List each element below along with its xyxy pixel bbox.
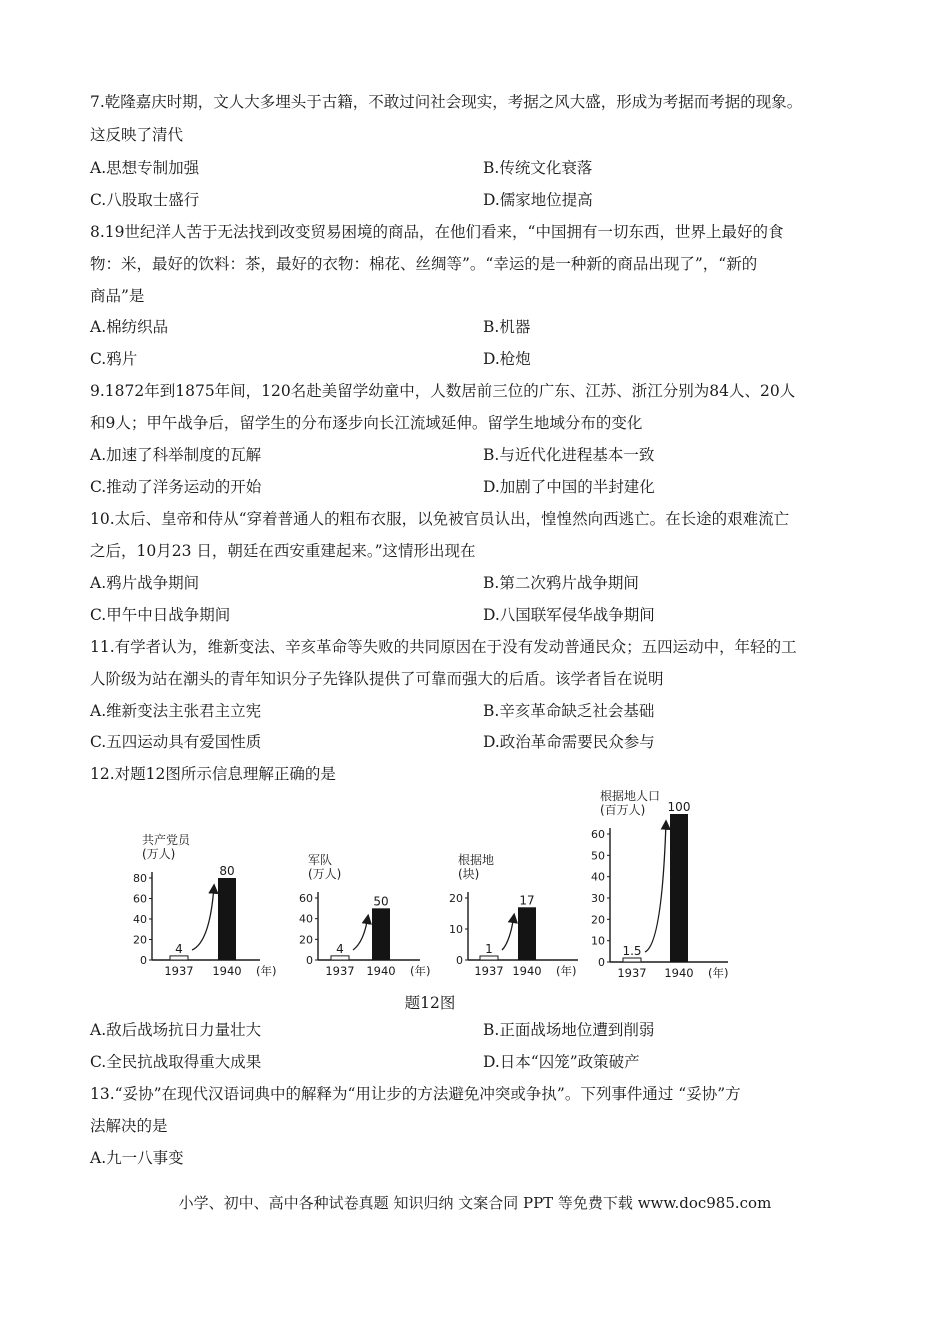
chart3-xtick-1937: 1937 <box>474 964 504 978</box>
q11-option-a: A.维新变法主张君主立宪 <box>90 702 262 720</box>
chart1-ytick-label: 0 <box>140 954 147 967</box>
chart1-title-line1: 共产党员 <box>142 833 191 847</box>
q10-option-d: D.八国联军侵华战争期间 <box>483 606 655 624</box>
q9-option-a: A.加速了科举制度的瓦解 <box>90 446 262 464</box>
chart3-title-line1: 根据地 <box>458 853 495 867</box>
chart3-x-unit: (年) <box>556 964 577 978</box>
chart3-bar-1940 <box>518 907 536 960</box>
chart3-title-line2: (块) <box>458 867 480 881</box>
chart2-title-line1: 军队 <box>308 853 333 867</box>
chart4-ytick-label: 30 <box>591 892 605 905</box>
q11-option-b: B.辛亥革命缺乏社会基础 <box>483 702 655 720</box>
chart1-value-label-1940: 80 <box>219 864 235 878</box>
chart4-bar-1937 <box>623 958 641 962</box>
chart2-ytick-label: 40 <box>299 912 313 926</box>
q9-stem-line2: 和9人；甲午战争后，留学生的分布逐步向长江流域延伸。留学生地域分布的变化 <box>90 414 643 432</box>
q8-option-b: B.机器 <box>483 318 531 336</box>
chart2-bar-1940 <box>372 908 390 960</box>
chart1-bar-1940 <box>218 878 236 960</box>
chart2-ytick-label: 20 <box>299 933 313 947</box>
q8-stem-line1: 8.19世纪洋人苦于无法找到改变贸易困境的商品，在他们看来，“中国拥有一切东西，世界上最好的食 <box>90 223 784 241</box>
chart1-xtick-1940: 1940 <box>212 964 242 978</box>
chart3-ytick-label: 0 <box>456 954 463 967</box>
q12-figure-caption: 题12图 <box>404 994 456 1012</box>
chart2-x-unit: (年) <box>410 964 431 978</box>
q11-stem-line1: 11.有学者认为，维新变法、辛亥革命等失败的共同原因在于没有发动普通民众；五四运动中，年轻的工 <box>90 638 797 656</box>
q11-option-c: C.五四运动具有爱国性质 <box>90 733 262 751</box>
chart3-growth-arrow <box>502 915 514 950</box>
chart3-bar-1937 <box>480 956 498 960</box>
chart2-ytick-label: 0 <box>306 954 313 967</box>
chart3-ytick-label: 10 <box>449 923 463 936</box>
chart2-growth-arrow <box>353 916 368 950</box>
chart1-ytick-label: 20 <box>133 933 147 947</box>
chart4-ytick-label: 10 <box>591 934 605 948</box>
chart3-xtick-1940: 1940 <box>512 964 542 978</box>
q9-option-d: D.加剧了中国的半封建化 <box>483 478 655 496</box>
chart3-ytick-label: 20 <box>449 892 463 905</box>
q13-option-a: A.九一八事变 <box>90 1149 184 1167</box>
q8-stem-line2: 物：米，最好的饮料：茶，最好的衣物：棉花、丝绸等”。“幸运的是一种新的商品出现了”，“新的 <box>90 255 758 273</box>
q8-option-d: D.枪炮 <box>483 350 531 368</box>
q13-stem-line1: 13.“妥协”在现代汉语词典中的解释为“用让步的方法避免冲突或争执”。下列事件通过 “妥协”方 <box>90 1085 741 1103</box>
q9-stem-line1: 9.1872年到1875年间，120名赴美留学幼童中，人数居前三位的广东、江苏、浙江分别为84人、20人 <box>90 382 796 400</box>
chart3-value-label-1940: 17 <box>519 893 535 908</box>
q9-option-b: B.与近代化进程基本一致 <box>483 446 655 464</box>
chart1-title-line2: (万人) <box>142 847 176 861</box>
chart4-title-line1: 根据地人口 <box>600 790 661 803</box>
chart1-ytick-label: 80 <box>133 872 147 885</box>
chart1-value-label-1937: 4 <box>175 941 183 956</box>
chart1-growth-arrow <box>192 886 214 950</box>
chart4-xtick-1937: 1937 <box>617 966 647 980</box>
chart1-bar-1937 <box>170 956 188 960</box>
q8-option-a: A.棉纺织品 <box>90 318 169 336</box>
chart1-x-unit: (年) <box>256 964 277 978</box>
q12-option-c: C.全民抗战取得重大成果 <box>90 1053 262 1071</box>
q9-option-c: C.推动了洋务运动的开始 <box>90 478 262 496</box>
q12-stem: 12.对题12图所示信息理解正确的是 <box>90 765 336 783</box>
q7-option-d: D.儒家地位提高 <box>483 191 593 209</box>
chart2-xtick-1937: 1937 <box>325 964 355 978</box>
q7-stem-line1: 7.乾隆嘉庆时期，文人大多埋头于古籍，不敢过问社会现实，考据之风大盛，形成为考据而考据的现象。 <box>90 93 803 111</box>
chart4-value-label-1940: 100 <box>667 800 691 814</box>
chart4-xtick-1940: 1940 <box>664 966 694 980</box>
q10-option-c: C.甲午中日战争期间 <box>90 606 231 624</box>
chart3-value-label-1937: 1 <box>485 942 493 956</box>
chart1-ytick-label: 60 <box>133 892 147 906</box>
q7-option-c: C.八股取士盛行 <box>90 191 200 209</box>
q10-option-b: B.第二次鸦片战争期间 <box>483 574 639 592</box>
chart2-xtick-1940: 1940 <box>366 964 396 978</box>
chart4-bar-1940 <box>670 814 688 962</box>
chart2-value-label-1940: 50 <box>373 894 389 909</box>
chart4-title-line2: (百万人) <box>600 803 646 817</box>
q7-option-b: B.传统文化衰落 <box>483 159 593 177</box>
chart4-value-label-1937: 1.5 <box>622 944 642 958</box>
chart2-value-label-1937: 4 <box>336 941 344 956</box>
q12-figure <box>0 790 950 990</box>
chart4-ytick-label: 20 <box>591 913 605 927</box>
page-footer: 小学、初中、高中各种试卷真题 知识归纳 文案合同 PPT 等免费下载 www.doc985.com <box>178 1194 772 1212</box>
q11-option-d: D.政治革命需要民众参与 <box>483 733 655 751</box>
q8-stem-line3: 商品”是 <box>90 287 145 305</box>
q12-option-a: A.敌后战场抗日力量壮大 <box>90 1021 262 1039</box>
q7-stem-line2: 这反映了清代 <box>90 126 184 144</box>
chart4-ytick-label: 0 <box>598 956 605 969</box>
q12-option-d: D.日本“囚笼”政策破产 <box>483 1053 640 1071</box>
chart4-ytick-label: 50 <box>591 849 605 863</box>
q12-option-b: B.正面战场地位遭到削弱 <box>483 1021 655 1039</box>
chart2-ytick-label: 60 <box>299 892 313 905</box>
q7-option-a: A.思想专制加强 <box>90 159 200 177</box>
chart1-xtick-1937: 1937 <box>164 964 194 978</box>
chart4-ytick-label: 40 <box>591 870 605 884</box>
q11-stem-line2: 人阶级为站在潮头的青年知识分子先锋队提供了可靠而强大的后盾。该学者旨在说明 <box>90 670 664 688</box>
q10-stem-line1: 10.太后、皇帝和侍从“穿着普通人的粗布衣服，以免被官员认出，惶惶然向西逃亡。在长途的艰难流亡 <box>90 510 790 528</box>
q10-option-a: A.鸦片战争期间 <box>90 574 200 592</box>
chart2-title-line2: (万人) <box>308 867 342 881</box>
chart4-ytick-label: 60 <box>591 828 605 841</box>
chart1-ytick-label: 40 <box>133 913 147 926</box>
q8-option-c: C.鸦片 <box>90 350 138 368</box>
chart2-bar-1937 <box>331 956 349 960</box>
q10-stem-line2: 之后，10月23 日，朝廷在西安重建起来。”这情形出现在 <box>90 542 476 560</box>
q13-stem-line2: 法解决的是 <box>90 1117 168 1135</box>
chart4-x-unit: (年) <box>708 966 729 980</box>
chart4-growth-arrow <box>645 822 666 952</box>
